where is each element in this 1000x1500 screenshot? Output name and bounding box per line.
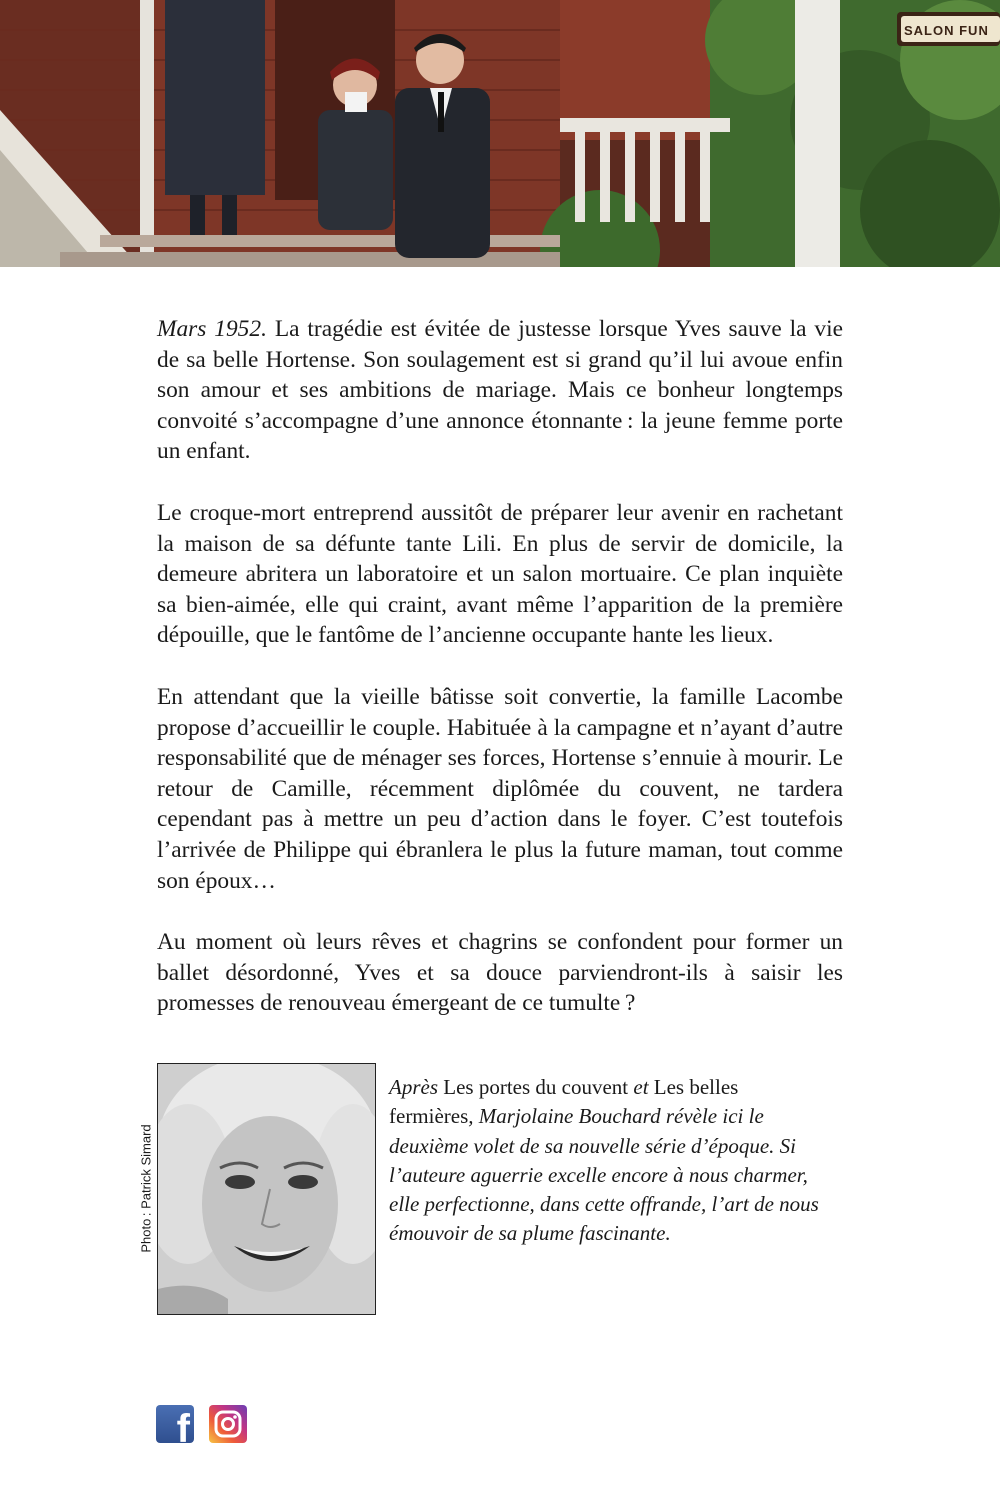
author-portrait: [158, 1064, 376, 1315]
instagram-camera-glyph: [209, 1405, 247, 1443]
facebook-icon[interactable]: [156, 1405, 194, 1443]
cover-illustration: [0, 0, 1000, 267]
photo-credit-text: Photo : Patrick Simard: [138, 1124, 154, 1253]
blurb-text-3: , Marjolaine Bouchard révèle ici le deuxième volet de sa nouvelle série d’époque. Si l’auteure aguerrie excelle encore à nous charmer, elle perfectionne, dans cette offrande, l’art de nous émouvoir de sa plume fascinante.: [389, 1104, 819, 1246]
synopsis-paragraph-3: En attendant que la vieille bâtisse soit convertie, la famille Lacombe propose d’accueillir le couple. Habituée à la campagne et n’ayant d’autre responsabilité que de ménager ses forces, Hortense s’ennuie à mourir. Le retour de Camille, récemment diplômée du couvent, ne tardera cependant pas à mettre un peu d’action dans le foyer. C’est toutefois l’arrivée de Philippe qui ébranlera le plus la future maman, tout comme son époux…: [157, 683, 843, 894]
blurb-text-2: et: [628, 1075, 654, 1099]
salon-sign-text: SALON FUN: [904, 23, 989, 38]
book-title-1: Les portes du couvent: [443, 1075, 629, 1099]
funeral-porch-scene: [0, 0, 1000, 267]
synopsis-date: Mars 1952.: [157, 316, 267, 342]
author-photo: [157, 1063, 376, 1315]
synopsis-p1-text: La tragédie est évitée de justesse lorsque Yves sauve la vie de sa belle Hortense. Son soulagement est si grand qu’il lui avoue enfin son amour et ses ambitions de mariage. Mais ce bonheur longtemps convoité s’accompagne d’une annonce étonnante : la jeune femme porte un enfant.: [157, 316, 843, 465]
synopsis-paragraph-1: [157, 314, 843, 467]
synopsis-paragraph-4: Au moment où leurs rêves et chagrins se confondent pour former un ballet désordonné, Yves et sa douce parviendront-ils à saisir les promesses de renouveau émergeant de ce tumulte ?: [157, 929, 843, 1017]
social-links: [156, 1405, 247, 1443]
author-blurb: [389, 1073, 819, 1249]
synopsis: [157, 314, 843, 1019]
blurb-text-1: Après: [389, 1075, 444, 1099]
facebook-glyph: f: [176, 1407, 190, 1443]
book-title-2: Les belles fermières: [389, 1075, 739, 1129]
synopsis-paragraph-2: Le croque-mort entreprend aussitôt de préparer leur avenir en rachetant la maison de sa défunte tante Lili. En plus de servir de domicile, la demeure abritera un laboratoire et un salon mortuaire. Ce plan inquiète sa bien-aimée, elle qui craint, avant même l’apparition de la première dépouille, que le fantôme de l’ancienne occupante hante les lieux.: [157, 499, 843, 649]
instagram-icon[interactable]: [209, 1405, 247, 1443]
